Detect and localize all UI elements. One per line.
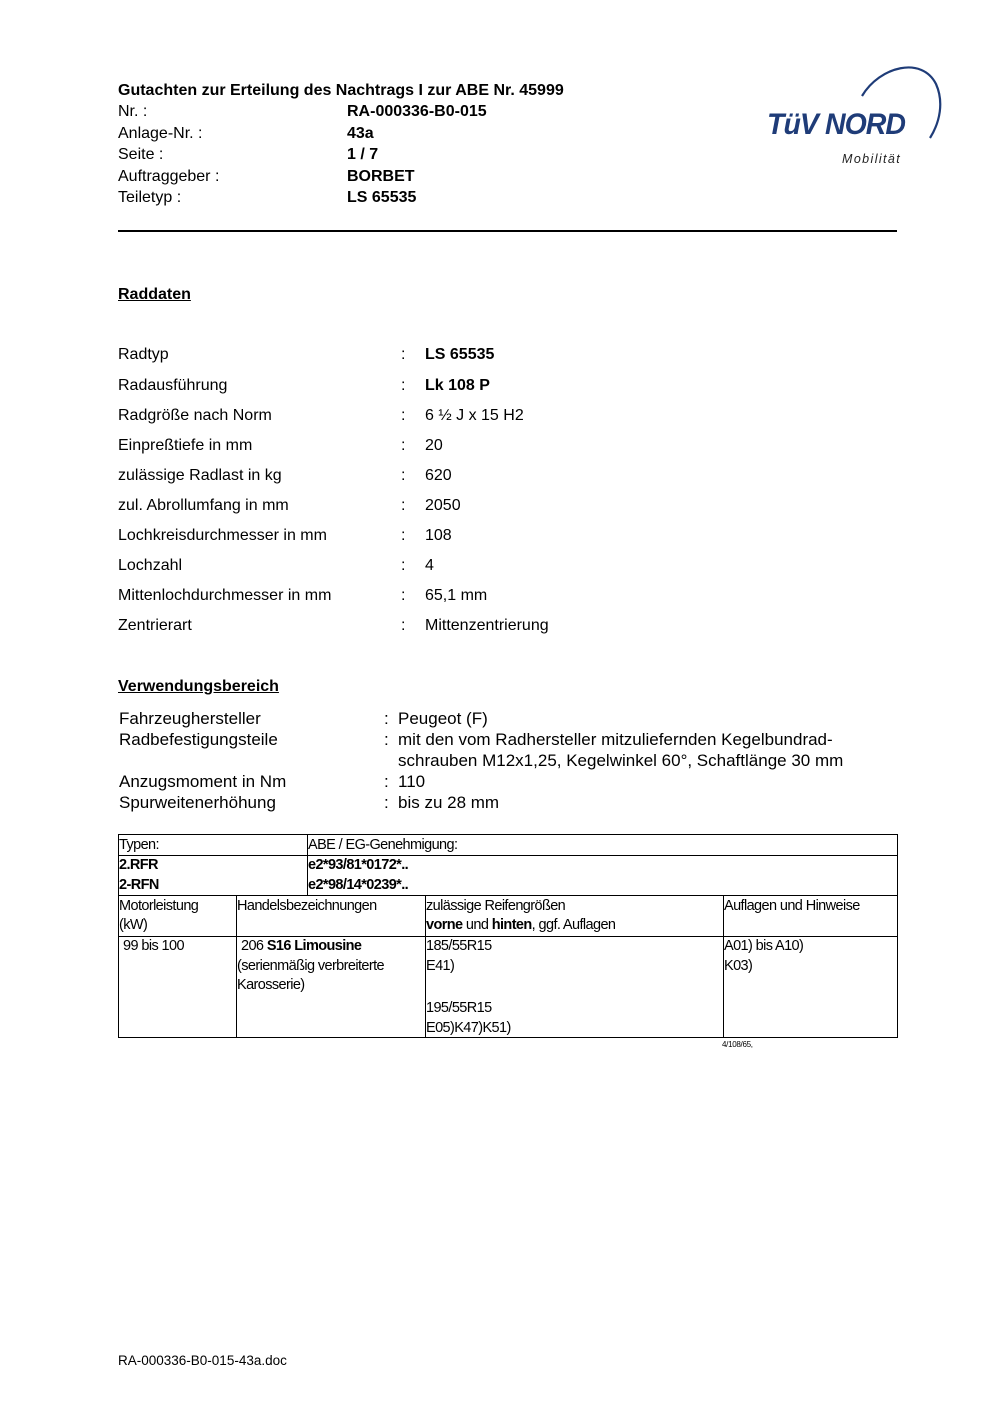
verwendung-value: Peugeot (F) <box>398 709 488 728</box>
section-heading-verwendungsbereich: Verwendungsbereich <box>118 678 279 695</box>
raddaten-label: Lochkreisdurchmesser in mm <box>118 527 327 544</box>
logo-subtitle: Mobilität <box>842 152 902 166</box>
raddaten-label: Radausführung <box>118 377 228 394</box>
raddaten-colon: : <box>401 346 406 363</box>
verwendung-label: Radbefestigungsteile <box>119 730 278 749</box>
tyre-size: 195/55R15 <box>426 1000 492 1016</box>
trade-name-model: S16 Limousine <box>266 938 362 954</box>
abe-header: ABE / EG-Genehmigung: <box>308 837 458 853</box>
raddaten-label: Einpreßtiefe in mm <box>118 437 253 454</box>
header-row-nr <box>118 103 487 121</box>
raddaten-value: 20 <box>425 437 443 454</box>
raddaten-label: zulässige Radlast in kg <box>118 467 282 484</box>
trade-name <box>241 936 361 956</box>
logo-brand: TüV NORD <box>767 108 906 141</box>
table-footnote: 4/108/65, <box>722 1040 753 1049</box>
raddaten-colon: : <box>401 527 406 544</box>
raddaten-label: Radgröße nach Norm <box>118 407 272 424</box>
verwendung-label: Spurweitenerhöhung <box>119 793 276 812</box>
header-label: Seite : <box>118 146 164 163</box>
reifen-rest: , ggf. Auflagen <box>531 917 616 933</box>
raddaten-value: 108 <box>425 527 452 544</box>
header-value: RA-000336-B0-015 <box>347 103 487 120</box>
raddaten-label: Zentrierart <box>118 617 192 634</box>
header-row-seite <box>118 146 379 164</box>
header-value: LS 65535 <box>347 189 417 206</box>
raddaten-colon: : <box>401 437 406 454</box>
header-label: Auftraggeber : <box>118 168 220 185</box>
header-row-auftraggeber <box>118 168 415 186</box>
type-code: 2.RFR <box>119 857 158 873</box>
header-value: 43a <box>347 125 374 142</box>
verwendung-label: Fahrzeughersteller <box>119 709 261 728</box>
trade-name-note: Karosserie) <box>237 977 305 993</box>
raddaten-label: zul. Abrollumfang in mm <box>118 497 289 514</box>
header-label: Nr. : <box>118 103 148 120</box>
verwendung-colon: : <box>384 793 389 812</box>
header-value: 1 / 7 <box>347 146 379 163</box>
table-rule <box>119 855 897 856</box>
verwendung-colon: : <box>384 709 389 728</box>
section-heading-raddaten: Raddaten <box>118 286 191 303</box>
verwendung-value: mit den vom Radhersteller mitzuliefernden Kegelbundrad- <box>398 730 833 749</box>
col-header-motor: Motorleistung <box>119 898 199 914</box>
raddaten-value: Lk 108 P <box>425 377 490 394</box>
raddaten-colon: : <box>401 557 406 574</box>
tuev-nord-logo <box>762 58 942 170</box>
verwendung-colon: : <box>384 772 389 791</box>
verwendung-colon: : <box>384 730 389 749</box>
raddaten-label: Radtyp <box>118 346 169 363</box>
col-header-auflagen: Auflagen und Hinweise <box>724 898 860 914</box>
col-header-reifen: zulässige Reifengrößen <box>426 898 566 914</box>
tyre-notes: E41) <box>426 958 455 974</box>
raddaten-colon: : <box>401 377 406 394</box>
tyre-notes: E05)K47)K51) <box>426 1020 511 1036</box>
reifen-hinten: hinten <box>491 917 532 933</box>
raddaten-value: 2050 <box>425 497 461 514</box>
trade-name-number: 206 <box>241 938 267 954</box>
verwendung-value-continuation: schrauben M12x1,25, Kegelwinkel 60°, Schaftlänge 30 mm <box>398 751 844 770</box>
header-row-anlage <box>118 125 374 143</box>
header-label: Teiletyp : <box>118 189 182 206</box>
trade-name-note: (serienmäßig verbreiterte <box>237 958 384 974</box>
raddaten-colon: : <box>401 467 406 484</box>
footer-filename: RA-000336-B0-015-43a.doc <box>118 1353 287 1368</box>
auflagen-value: K03) <box>724 958 753 974</box>
vehicle-types-table <box>118 834 898 1038</box>
reifen-vorne: vorne <box>426 917 463 933</box>
type-code: 2-RFN <box>119 877 159 893</box>
raddaten-value: 4 <box>425 557 434 574</box>
raddaten-value: Mittenzentrierung <box>425 617 549 634</box>
raddaten-label: Lochzahl <box>118 557 183 574</box>
header-label: Anlage-Nr. : <box>118 125 203 142</box>
header-row-teiletyp <box>118 189 417 207</box>
typen-header: Typen: <box>119 837 159 853</box>
header-divider <box>118 230 897 232</box>
header-value: BORBET <box>347 168 415 185</box>
raddaten-colon: : <box>401 617 406 634</box>
col-header-reifen-sub <box>426 915 615 935</box>
raddaten-colon: : <box>401 497 406 514</box>
verwendung-label: Anzugsmoment in Nm <box>119 772 287 791</box>
approval-number: e2*98/14*0239*.. <box>308 877 409 893</box>
col-header-handel: Handelsbezeichnungen <box>237 898 377 914</box>
raddaten-value: 6 ½ J x 15 H2 <box>425 407 524 424</box>
document-title: Gutachten zur Erteilung des Nachtrags I zur ABE Nr. 45999 <box>118 82 564 99</box>
tyre-size: 185/55R15 <box>426 938 492 954</box>
raddaten-value: 620 <box>425 467 452 484</box>
approval-number: e2*93/81*0172*.. <box>308 857 409 873</box>
verwendung-value: bis zu 28 mm <box>398 793 500 812</box>
raddaten-value: LS 65535 <box>425 346 495 363</box>
reifen-und: und <box>462 917 492 933</box>
raddaten-value: 65,1 mm <box>425 587 488 604</box>
verwendung-value: 110 <box>398 772 426 791</box>
motor-power-value: 99 bis 100 <box>123 938 184 954</box>
raddaten-colon: : <box>401 587 406 604</box>
raddaten-colon: : <box>401 407 406 424</box>
auflagen-value: A01) bis A10) <box>724 938 804 954</box>
raddaten-label: Mittenlochdurchmesser in mm <box>118 587 332 604</box>
col-header-motor-unit: (kW) <box>119 917 148 933</box>
